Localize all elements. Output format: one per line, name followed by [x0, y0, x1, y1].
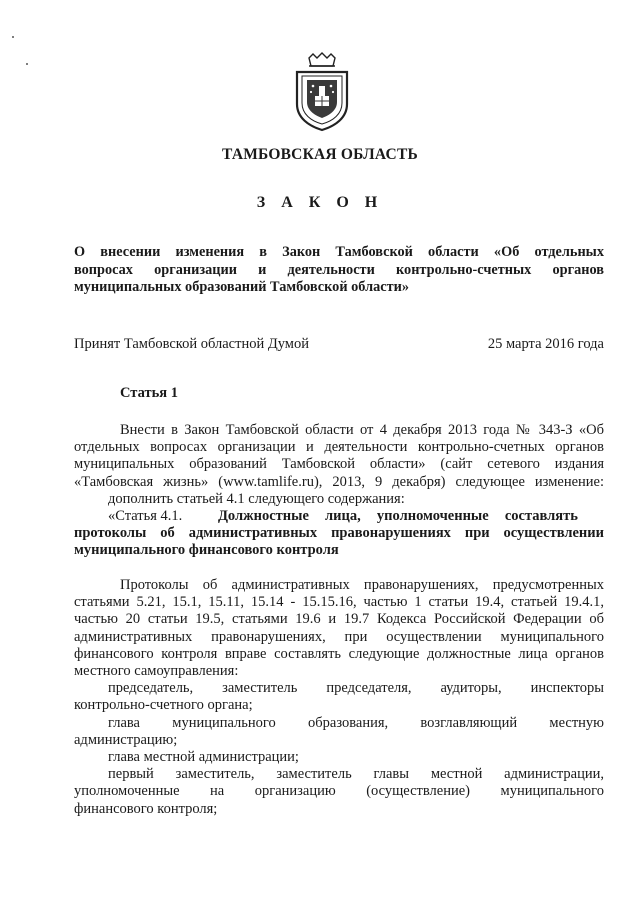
intro-line: отдельных вопросах организации и деятельности контрольно-счетных органов [74, 439, 604, 456]
new-article-number: «Статья 4.1. [108, 508, 183, 525]
law-title-line: О внесении изменения в Закон Тамбовской области «Об отдельных [74, 244, 604, 260]
law-title-line: вопросах организации и деятельности контрольно-счетных органов [74, 261, 604, 278]
paragraph-line: частью 20 статьи 19.5, статьями 19.6 и 19.7 Кодекса Российской Федерации об [74, 611, 604, 628]
adopted-by: Принят Тамбовской областной Думой [74, 336, 309, 352]
new-article-title-line: муниципального финансового контроля [74, 542, 339, 559]
list-item-line: финансового контроля; [74, 800, 218, 817]
list-item-line: первый заместитель, заместитель главы местной администрации, [108, 766, 604, 783]
new-article-title-line: Должностные лица, уполномоченные составлять [217, 508, 578, 525]
adoption-date: 25 марта 2016 года [487, 336, 604, 352]
paragraph-line: административных правонарушениях, при осуществлении муниципального [74, 628, 604, 645]
article-body [74, 577, 604, 818]
paragraph-line: финансового контроля вправе составлять следующие должностные лица органов [74, 645, 604, 662]
document-type: З А К О Н [256, 194, 384, 211]
law-title [74, 244, 604, 297]
adoption-line [74, 336, 604, 353]
new-article-title-line: протоколы об административных правонарушениях при осуществлении [74, 525, 604, 542]
list-item-line: глава муниципального образования, возглавляющий местную [108, 714, 604, 731]
paragraph-line: местного самоуправления: [74, 663, 239, 680]
law-title-line: муниципальных образований Тамбовской области» [74, 279, 409, 295]
scan-speck [12, 36, 14, 38]
new-article-heading-first [74, 508, 604, 525]
intro-line: «Тамбовская жизнь» (www.tamlife.ru), 2013, 9 декабря) следующее изменение: [74, 473, 604, 490]
list-item-line: председатель, заместитель председателя, аудиторы, инспекторы [108, 680, 604, 697]
article-title: Статья 1 [120, 385, 178, 401]
list-item-line: глава местной администрации; [108, 749, 299, 766]
coat-of-arms-emblem [289, 52, 355, 132]
list-item-line: уполномоченные на организацию (осуществление) муниципального [74, 783, 604, 800]
intro-line: муниципальных образований Тамбовской области» (сайт сетевого издания [74, 456, 604, 473]
intro-line: дополнить статьей 4.1 следующего содержания: [108, 490, 405, 507]
paragraph-line: Протоколы об административных правонарушениях, предусмотренных [120, 577, 604, 593]
scan-speck [26, 63, 28, 65]
list-item-line: администрацию; [74, 731, 178, 748]
region-name: ТАМБОВСКАЯ ОБЛАСТЬ [222, 146, 418, 163]
list-item-line: контрольно-счетного органа; [74, 697, 253, 714]
article-intro [74, 422, 604, 560]
paragraph-line: статьями 5.21, 15.1, 15.11, 15.14 - 15.15.16, частью 1 статьи 19.4, статьей 19.4.1, [74, 594, 604, 611]
intro-line: Внести в Закон Тамбовской области от 4 декабря 2013 года № 343-З «Об [120, 422, 604, 438]
